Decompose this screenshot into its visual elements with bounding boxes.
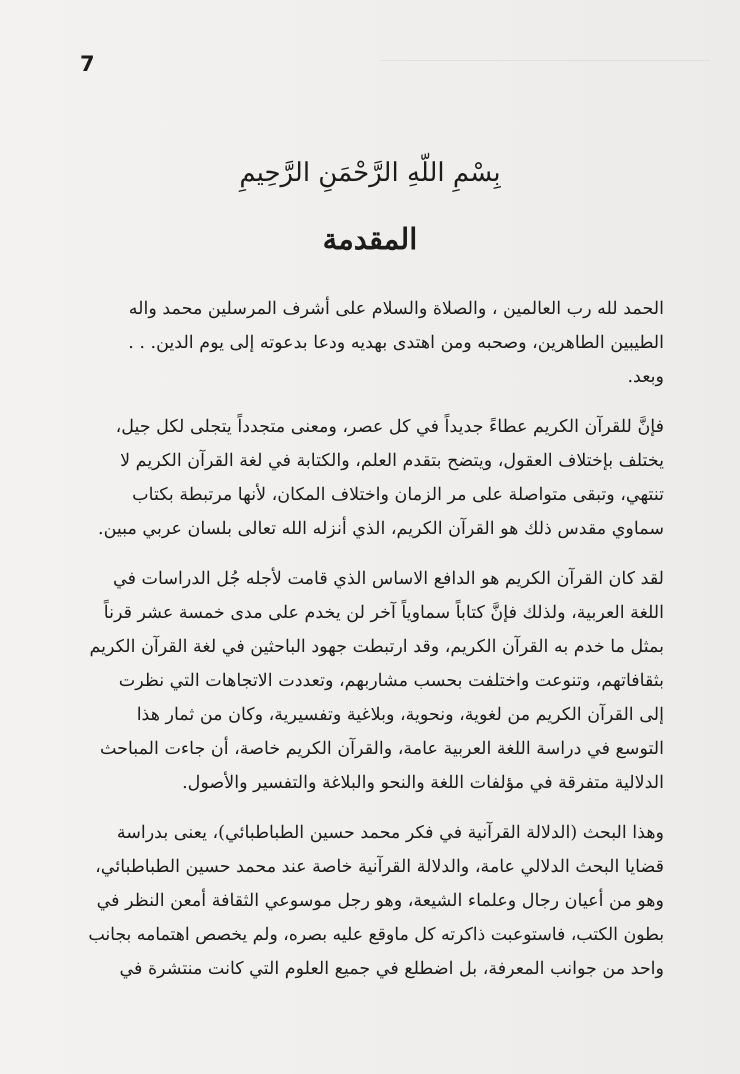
text-line: تنتهي، وتبقى متواصلة على مر الزمان واختلاف المكان، لأنها مرتبطة بكتاب [132, 485, 664, 505]
text-line: الطيبين الطاهرين، وصحبه ومن اهتدى بهديه ودعا بدعوته إلى يوم الدين. . . [128, 333, 664, 353]
text-line: وهو من أعيان رجال وعلماء الشيعة، وهو رجل موسوعي الثقافة أمعن النظر في [96, 891, 664, 911]
body-text [86, 292, 664, 986]
text-line: الدلالية متفرقة في مؤلفات اللغة والنحو والبلاغة والتفسير والأصول. [182, 773, 664, 793]
text-line: التوسع في دراسة اللغة العربية عامة، والقرآن الكريم خاصة، أن جاءت المباحث [99, 739, 664, 759]
text-line: فإنَّ للقرآن الكريم عطاءً جديداً في كل عصر، ومعنى متجدداً يتجلى لكل جيل، [115, 417, 664, 437]
section-title: المقدمة [322, 222, 418, 256]
bismillah-heading: بِسْمِ اللّهِ الرَّحْمَنِ الرَّحِيمِ [239, 158, 501, 188]
bleed-through-shadow [380, 60, 710, 73]
paragraph-gap [86, 546, 664, 562]
text-line: يختلف بإختلاف العقول، ويتضح بتقدم العلم، والكتابة في لغة القرآن الكريم لا [120, 451, 664, 471]
text-line: بثقافاتهم، وتنوعت واختلفت بحسب مشاربهم، وتعددت الاتجاهات التي نظرت [118, 671, 664, 691]
text-line: الحمد لله رب العالمين ، والصلاة والسلام على أشرف المرسلين محمد واله [128, 299, 664, 319]
paragraph-gap [86, 800, 664, 816]
text-line: سماوي مقدس ذلك هو القرآن الكريم، الذي أنزله الله تعالى بلسان عربي مبين. [98, 519, 664, 539]
paragraph-gap [86, 394, 664, 410]
text-line: بمثل ما خدم به القرآن الكريم، وقد ارتبطت جهود الباحثين في لغة القرآن الكريم [89, 637, 664, 657]
page-number: 7 [80, 52, 95, 76]
text-line: واحد من جوانب المعرفة، بل اضطلع في جميع العلوم التي كانت منتشرة في [119, 959, 664, 979]
text-line: بطون الكتب، فاستوعبت ذاكرته كل ماوقع عليه بصره، ولم يخصص اهتمامه بجانب [88, 925, 664, 945]
text-line: وهذا البحث (الدلالة القرآنية في فكر محمد حسين الطباطبائي)، يعنى بدراسة [116, 823, 664, 843]
text-line: إلى القرآن الكريم من لغوية، ونحوية، وبلاغية وتفسيرية، وكان من ثمار هذا [136, 705, 664, 725]
text-line: اللغة العربية، ولذلك فإنَّ كتاباً سماوياً آخر لن يخدم على مدى خمسة عشر قرناً [103, 603, 664, 623]
text-line: قضايا البحث الدلالي عامة، والدلالة القرآنية خاصة عند محمد حسين الطباطبائي، [95, 857, 664, 877]
text-line: وبعد. [627, 367, 664, 387]
text-line: لقد كان القرآن الكريم هو الدافع الاساس الذي قامت لأجله جُل الدراسات في [113, 569, 664, 589]
